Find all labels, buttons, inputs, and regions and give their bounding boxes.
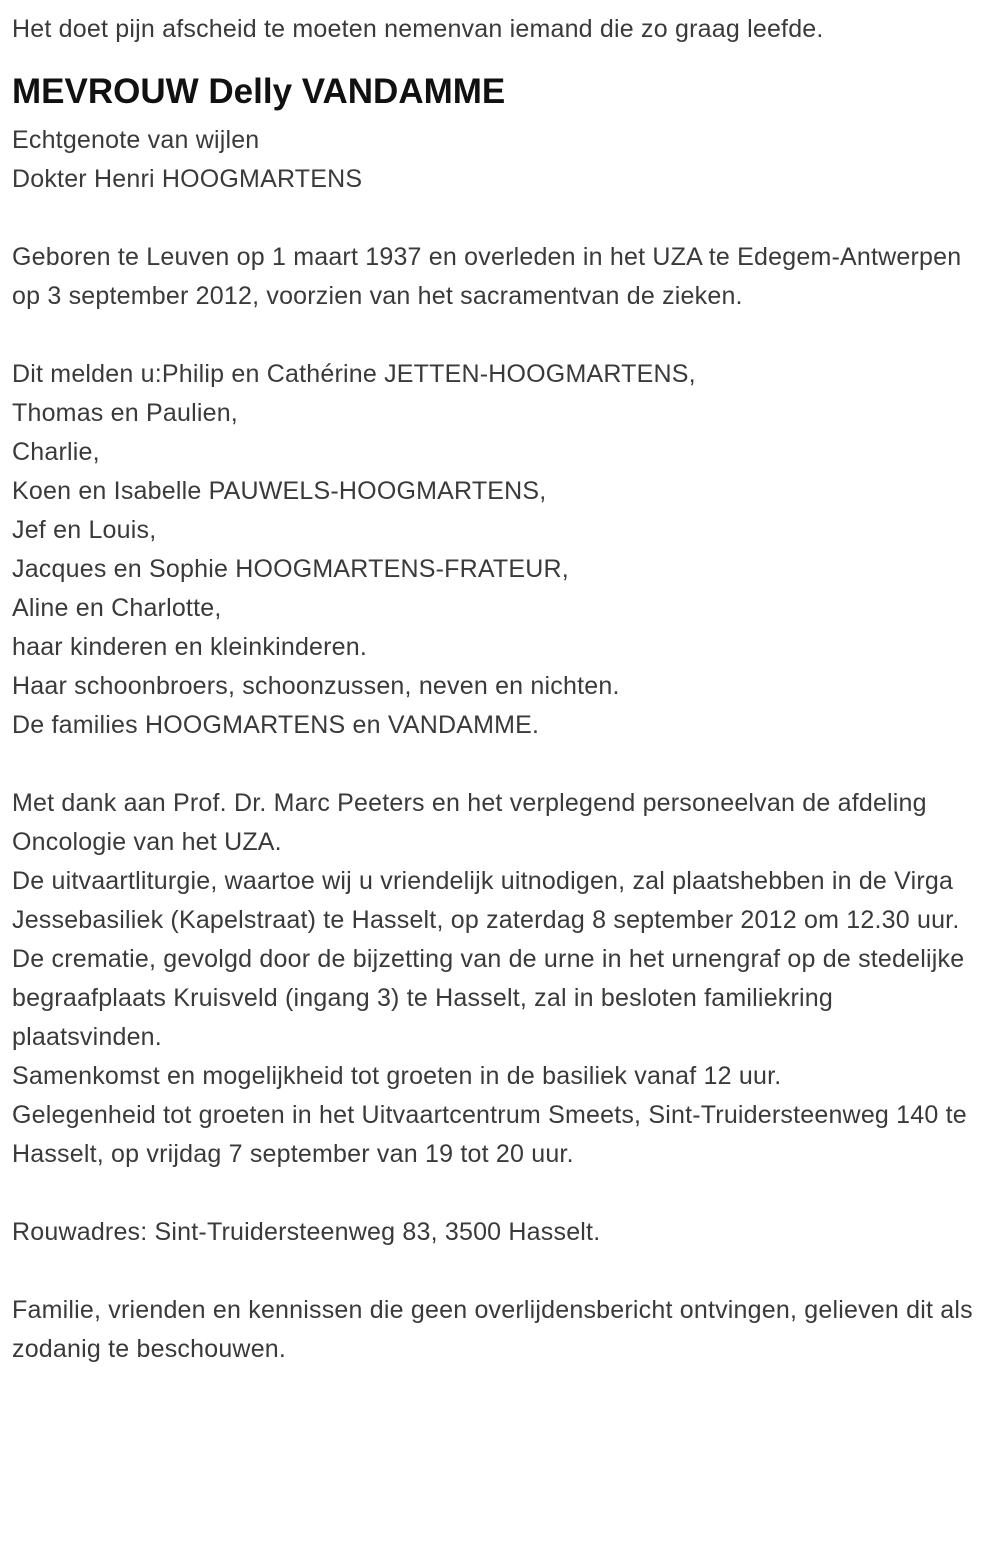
family-line: Jef en Louis, [12, 516, 157, 544]
birth-death-paragraph: Geboren te Leuven op 1 maart 1937 en overleden in het UZA te Edegem-Antwerpen op 3 september 2012, voorzien van het sacramentvan de zieken. [12, 243, 962, 310]
family-line: Aline en Charlotte, [12, 594, 222, 622]
subtitle-line-husband: Dokter Henri HOOGMARTENS [12, 165, 363, 193]
family-line: haar kinderen en kleinkinderen. [12, 633, 368, 661]
family-line: Dit melden u:Philip en Cathérine JETTEN-HOOGMARTENS, [12, 360, 696, 388]
subtitle-line-spouse: Echtgenote van wijlen [12, 126, 260, 154]
mourning-address: Rouwadres: Sint-Truidersteenweg 83, 3500 Hasselt. [12, 1218, 601, 1246]
family-line: Koen en Isabelle PAUWELS-HOOGMARTENS, [12, 477, 547, 505]
paragraph-spacer [12, 745, 986, 784]
intro-line: Het doet pijn afscheid te moeten nemenvan iemand die zo graag leefde. [12, 15, 824, 43]
family-line: Haar schoonbroers, schoonzussen, neven en nichten. [12, 672, 620, 700]
paragraph-spacer [12, 1252, 986, 1291]
paragraph-spacer [12, 199, 986, 238]
closing-paragraph: Familie, vrienden en kennissen die geen overlijdensbericht ontvingen, gelieven dit als zodanig te beschouwen. [12, 1296, 973, 1363]
family-line: Thomas en Paulien, [12, 399, 238, 427]
liturgy-paragraph: De uitvaartliturgie, waartoe wij u vriendelijk uitnodigen, zal plaatshebben in de Virga Jessebasiliek (Kapelstraat) te Hasselt, op zaterdag 8 september 2012 om 12.30 uur. [12, 867, 960, 934]
service-details [12, 784, 986, 1174]
deceased-name-title: MEVROUW Delly VANDAMME [12, 72, 506, 111]
family-line: Jacques en Sophie HOOGMARTENS-FRATEUR, [12, 555, 569, 583]
thanks-paragraph: Met dank aan Prof. Dr. Marc Peeters en het verplegend personeelvan de afdeling Oncologie van het UZA. [12, 789, 927, 856]
paragraph-spacer [12, 316, 986, 355]
cremation-paragraph: De crematie, gevolgd door de bijzetting van de urne in het urnengraf op de stedelijke begraafplaats Kruisveld (ingang 3) te Hasselt, zal in besloten familiekring plaatsvinden. [12, 945, 965, 1051]
family-line: De families HOOGMARTENS en VANDAMME. [12, 711, 540, 739]
family-line: Charlie, [12, 438, 100, 466]
family-list [12, 355, 986, 745]
gathering-paragraph: Samenkomst en mogelijkheid tot groeten in de basiliek vanaf 12 uur. [12, 1062, 782, 1090]
visitation-paragraph: Gelegenheid tot groeten in het Uitvaartcentrum Smeets, Sint-Truidersteenweg 140 te Hasselt, op vrijdag 7 september van 19 tot 20 uur. [12, 1101, 967, 1168]
paragraph-spacer [12, 1174, 986, 1213]
